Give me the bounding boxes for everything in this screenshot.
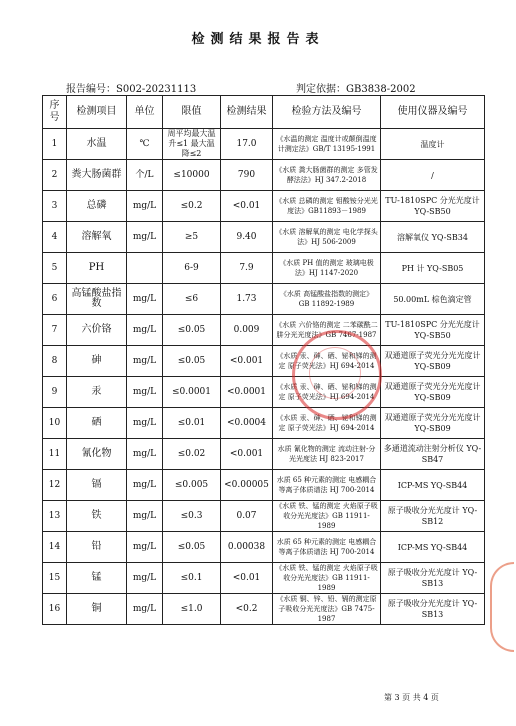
cell-limit: ≤0.05 (163, 315, 221, 346)
table-row (43, 222, 485, 253)
header-unit: 单位 (127, 96, 163, 129)
report-number: 报告编号：S002-20231113 (66, 84, 197, 95)
cell-limit: ≥5 (163, 222, 221, 253)
cell-instrument: ICP-MS YQ-SB44 (381, 532, 485, 563)
cell-item: 溶解氧 (67, 222, 127, 253)
cell-result: 790 (221, 160, 273, 191)
cell-item: 粪大肠菌群 (67, 160, 127, 191)
cell-no: 9 (43, 377, 67, 408)
cell-unit: mg/L (127, 284, 163, 315)
cell-result: 0.009 (221, 315, 273, 346)
cell-item: PH (67, 253, 127, 284)
cell-limit: ≤0.01 (163, 408, 221, 439)
cell-result: <0.01 (221, 191, 273, 222)
cell-unit: mg/L (127, 315, 163, 346)
cell-limit: ≤0.0001 (163, 377, 221, 408)
cell-unit: ℃ (127, 129, 163, 160)
cell-item: 硒 (67, 408, 127, 439)
cell-unit: mg/L (127, 501, 163, 532)
cell-method: 水质 65 种元素的测定 电感耦合等离子体质谱法 HJ 700-2014 (273, 532, 381, 563)
cell-unit: mg/L (127, 408, 163, 439)
cell-instrument: 原子吸收分光光度计 YQ-SB13 (381, 563, 485, 594)
cell-limit: ≤0.3 (163, 501, 221, 532)
cell-unit: 个/L (127, 160, 163, 191)
cell-method: 水质 氰化物的测定 流动注射-分光光度法 HJ 823-2017 (273, 439, 381, 470)
cell-result: 7.9 (221, 253, 273, 284)
cell-instrument: 多通道流动注射分析仪 YQ-SB47 (381, 439, 485, 470)
table-row (43, 160, 485, 191)
cell-item: 汞 (67, 377, 127, 408)
cell-limit: ≤0.005 (163, 470, 221, 501)
judgment-basis: 判定依据：GB3838-2002 (296, 84, 416, 95)
cell-instrument: TU-1810SPC 分光光度计 YQ-SB50 (381, 315, 485, 346)
cell-method: 水质 65 种元素的测定 电感耦合等离子体质谱法 HJ 700-2014 (273, 470, 381, 501)
cell-item: 高锰酸盐指数 (67, 284, 127, 315)
cell-instrument: 双通道原子荧光分光光度计 YQ-SB09 (381, 377, 485, 408)
cell-result: <0.001 (221, 346, 273, 377)
cell-method: 《水质 总磷的测定 钼酸铵分光光度法》GB11893－1989 (273, 191, 381, 222)
cell-unit (127, 253, 163, 284)
cell-instrument: / (381, 160, 485, 191)
cell-no: 16 (43, 594, 67, 625)
cell-result: <0.00005 (221, 470, 273, 501)
cell-item: 铜 (67, 594, 127, 625)
cell-item: 铁 (67, 501, 127, 532)
header-no: 序号 (43, 96, 67, 129)
inspection-seal (292, 330, 382, 420)
cell-result: <0.0001 (221, 377, 273, 408)
cell-limit: ≤1.0 (163, 594, 221, 625)
table-header-row (43, 96, 485, 129)
cell-result: <0.2 (221, 594, 273, 625)
cell-method: 《水质 六价铬的测定 二苯碳酰二肼分光光度法》GB 7467-1987 (273, 315, 381, 346)
cell-method: 《水质 高锰酸盐指数的测定》GB 11892-1989 (273, 284, 381, 315)
cell-limit: 6-9 (163, 253, 221, 284)
cell-instrument: 原子吸收分光光度计 YQ-SB13 (381, 594, 485, 625)
cell-no: 8 (43, 346, 67, 377)
cell-limit: ≤0.2 (163, 191, 221, 222)
cell-result: <0.01 (221, 563, 273, 594)
cell-unit: mg/L (127, 594, 163, 625)
cell-method: 《水质 铁、锰的测定 火焰原子吸收分光光度法》GB 11911-1989 (273, 563, 381, 594)
cell-unit: mg/L (127, 346, 163, 377)
table-row (43, 253, 485, 284)
cell-instrument: 双通道原子荧光分光光度计 YQ-SB09 (381, 346, 485, 377)
table-row (43, 439, 485, 470)
cell-item: 铅 (67, 532, 127, 563)
cell-instrument: 原子吸收分光光度计 YQ-SB12 (381, 501, 485, 532)
cell-result: 9.40 (221, 222, 273, 253)
cell-item: 水温 (67, 129, 127, 160)
cell-method: 《水质 汞、砷、硒、铋和锑的测定 原子荧光法》HJ 694-2014 (273, 377, 381, 408)
cell-method: 《水质 粪大肠菌群的测定 多管发酵法法》HJ 347.2-2018 (273, 160, 381, 191)
cell-instrument: 50.00mL 棕色滴定管 (381, 284, 485, 315)
cell-unit: mg/L (127, 470, 163, 501)
table-row (43, 346, 485, 377)
cell-result: <0.0004 (221, 408, 273, 439)
table-row (43, 408, 485, 439)
cell-instrument: ICP-MS YQ-SB44 (381, 470, 485, 501)
results-table (42, 95, 485, 625)
header-item: 检测项目 (67, 96, 127, 129)
cell-no: 5 (43, 253, 67, 284)
table-row (43, 594, 485, 625)
header-result: 检测结果 (221, 96, 273, 129)
cell-result: 1.73 (221, 284, 273, 315)
seam-seal (490, 562, 514, 652)
cell-no: 3 (43, 191, 67, 222)
table-row (43, 563, 485, 594)
cell-unit: mg/L (127, 563, 163, 594)
cell-item: 总磷 (67, 191, 127, 222)
cell-method: 《水质 PH 值的测定 玻璃电极法》HJ 1147-2020 (273, 253, 381, 284)
cell-method: 《水质 溶解氧的测定 电化学探头法》HJ 506-2009 (273, 222, 381, 253)
cell-item: 氰化物 (67, 439, 127, 470)
cell-no: 15 (43, 563, 67, 594)
cell-no: 1 (43, 129, 67, 160)
cell-no: 14 (43, 532, 67, 563)
header-method: 检验方法及编号 (273, 96, 381, 129)
cell-item: 六价铬 (67, 315, 127, 346)
cell-no: 2 (43, 160, 67, 191)
cell-unit: mg/L (127, 191, 163, 222)
cell-instrument: TU-1810SPC 分光光度计 YQ-SB50 (381, 191, 485, 222)
table-row (43, 315, 485, 346)
cell-limit: ≤10000 (163, 160, 221, 191)
cell-unit: mg/L (127, 439, 163, 470)
cell-limit: ≤6 (163, 284, 221, 315)
cell-instrument: 双通道原子荧光分光光度计 YQ-SB09 (381, 408, 485, 439)
header-limit: 限值 (163, 96, 221, 129)
header-instrument: 使用仪器及编号 (381, 96, 485, 129)
cell-item: 镉 (67, 470, 127, 501)
cell-result: 0.07 (221, 501, 273, 532)
page-number: 第 3 页 共 4 页 (384, 693, 439, 702)
cell-instrument: PH 计 YQ-SB05 (381, 253, 485, 284)
cell-unit: mg/L (127, 377, 163, 408)
cell-result: 0.00038 (221, 532, 273, 563)
report-title: 检测结果报告表 (191, 32, 325, 47)
table-row (43, 470, 485, 501)
table-row (43, 501, 485, 532)
cell-no: 12 (43, 470, 67, 501)
cell-method: 《水质 汞、砷、硒、铋和锑的测定 原子荧光法》HJ 694-2014 (273, 346, 381, 377)
table-row (43, 191, 485, 222)
table-row (43, 377, 485, 408)
cell-limit: ≤0.05 (163, 346, 221, 377)
cell-limit: 周平均最大温升≤1 最大温降≤2 (163, 129, 221, 160)
table-row (43, 532, 485, 563)
cell-no: 6 (43, 284, 67, 315)
cell-no: 4 (43, 222, 67, 253)
cell-method: 《水温的测定 温度计或颠倒温度计测定法》GB/T 13195-1991 (273, 129, 381, 160)
cell-limit: ≤0.05 (163, 532, 221, 563)
cell-no: 11 (43, 439, 67, 470)
cell-unit: mg/L (127, 222, 163, 253)
cell-limit: ≤0.02 (163, 439, 221, 470)
cell-item: 砷 (67, 346, 127, 377)
cell-result: <0.001 (221, 439, 273, 470)
cell-method: 《水质 汞、砷、硒、铋和锑的测定 原子荧光法》HJ 694-2014 (273, 408, 381, 439)
table-row (43, 129, 485, 160)
cell-no: 7 (43, 315, 67, 346)
cell-instrument: 温度计 (381, 129, 485, 160)
cell-limit: ≤0.1 (163, 563, 221, 594)
cell-result: 17.0 (221, 129, 273, 160)
cell-unit: mg/L (127, 532, 163, 563)
table-row (43, 284, 485, 315)
cell-no: 10 (43, 408, 67, 439)
cell-method: 《水质 铜、锌、铅、镉的测定原子吸收分光光度法》GB 7475-1987 (273, 594, 381, 625)
cell-instrument: 溶解氧仪 YQ-SB34 (381, 222, 485, 253)
cell-item: 锰 (67, 563, 127, 594)
cell-no: 13 (43, 501, 67, 532)
cell-method: 《水质 铁、锰的测定 火焰原子吸收分光光度法》GB 11911-1989 (273, 501, 381, 532)
